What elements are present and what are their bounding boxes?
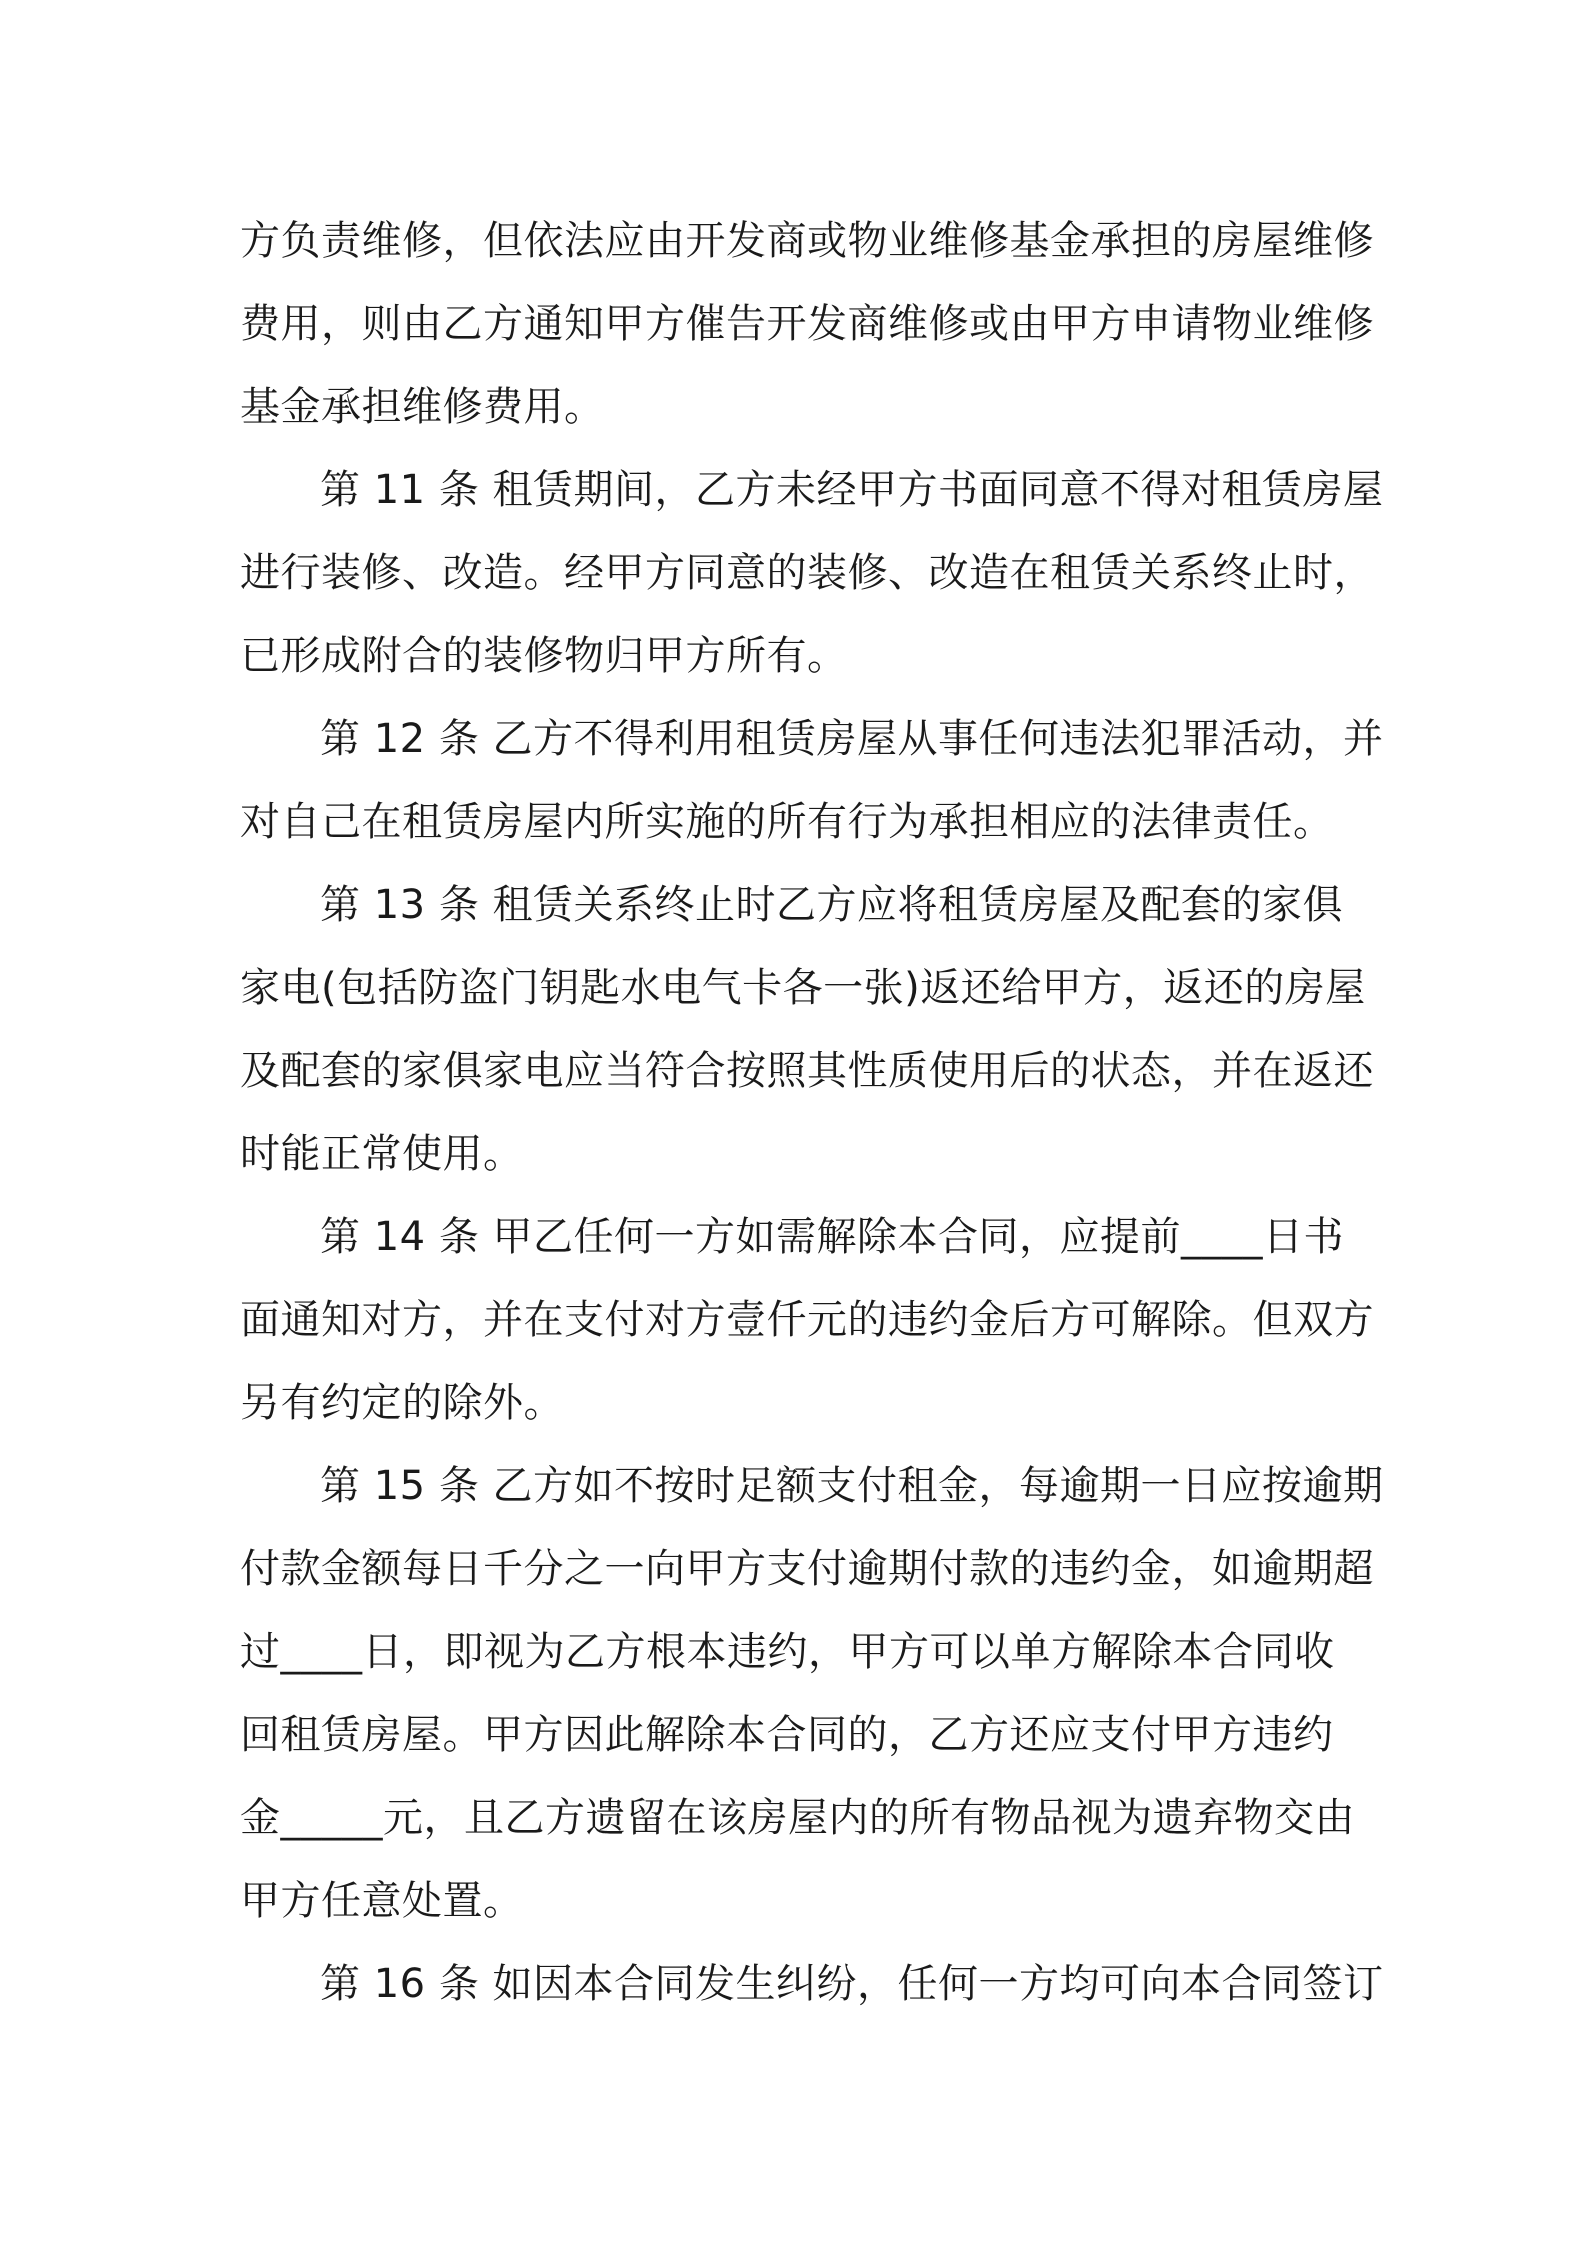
text-line: 家电(包括防盗门钥匙水电气卡各一张)返还给甲方，返还的房屋 <box>240 965 1366 1011</box>
text-line: 进行装修、改造。经甲方同意的装修、改造在租赁关系终止时， <box>240 550 1374 596</box>
text-line: 过____日，即视为乙方根本违约，甲方可以单方解除本合同收 <box>240 1629 1335 1675</box>
text-line: 金_____元，且乙方遗留在该房屋内的所有物品视为遗弃物交由 <box>240 1795 1355 1841</box>
article-15-heading-line: 第 15 条 乙方如不按时足额支付租金，每逾期一日应按逾期 <box>320 1463 1384 1509</box>
article-12-heading-line: 第 12 条 乙方不得利用租赁房屋从事任何违法犯罪活动，并 <box>320 716 1384 762</box>
contract-text <box>240 200 1384 2026</box>
text-line: 方负责维修，但依法应由开发商或物业维修基金承担的房屋维修 <box>240 218 1374 264</box>
article-16-heading-line: 第 16 条 如因本合同发生纠纷，任何一方均可向本合同签订 <box>320 1961 1384 2007</box>
article-14-heading-line: 第 14 条 甲乙任何一方如需解除本合同，应提前____日书 <box>320 1214 1345 1260</box>
text-line: 付款金额每日千分之一向甲方支付逾期付款的违约金，如逾期超 <box>240 1546 1374 1592</box>
text-line: 及配套的家俱家电应当符合按照其性质使用后的状态，并在返还 <box>240 1048 1374 1094</box>
text-line: 回租赁房屋。甲方因此解除本合同的，乙方还应支付甲方违约 <box>240 1712 1334 1758</box>
article-11-heading-line: 第 11 条 租赁期间，乙方未经甲方书面同意不得对租赁房屋 <box>320 467 1384 513</box>
text-line: 对自己在租赁房屋内所实施的所有行为承担相应的法律责任。 <box>240 799 1334 845</box>
text-line: 时能正常使用。 <box>240 1131 524 1177</box>
text-line: 基金承担维修费用。 <box>240 384 605 430</box>
text-line: 已形成附合的装修物归甲方所有。 <box>240 633 848 679</box>
text-line: 费用，则由乙方通知甲方催告开发商维修或由甲方申请物业维修 <box>240 301 1374 347</box>
text-line: 面通知对方，并在支付对方壹仟元的违约金后方可解除。但双方 <box>240 1297 1374 1343</box>
text-line: 另有约定的除外。 <box>240 1380 564 1426</box>
article-13-heading-line: 第 13 条 租赁关系终止时乙方应将租赁房屋及配套的家俱 <box>320 882 1344 928</box>
text-line: 甲方任意处置。 <box>240 1878 524 1924</box>
